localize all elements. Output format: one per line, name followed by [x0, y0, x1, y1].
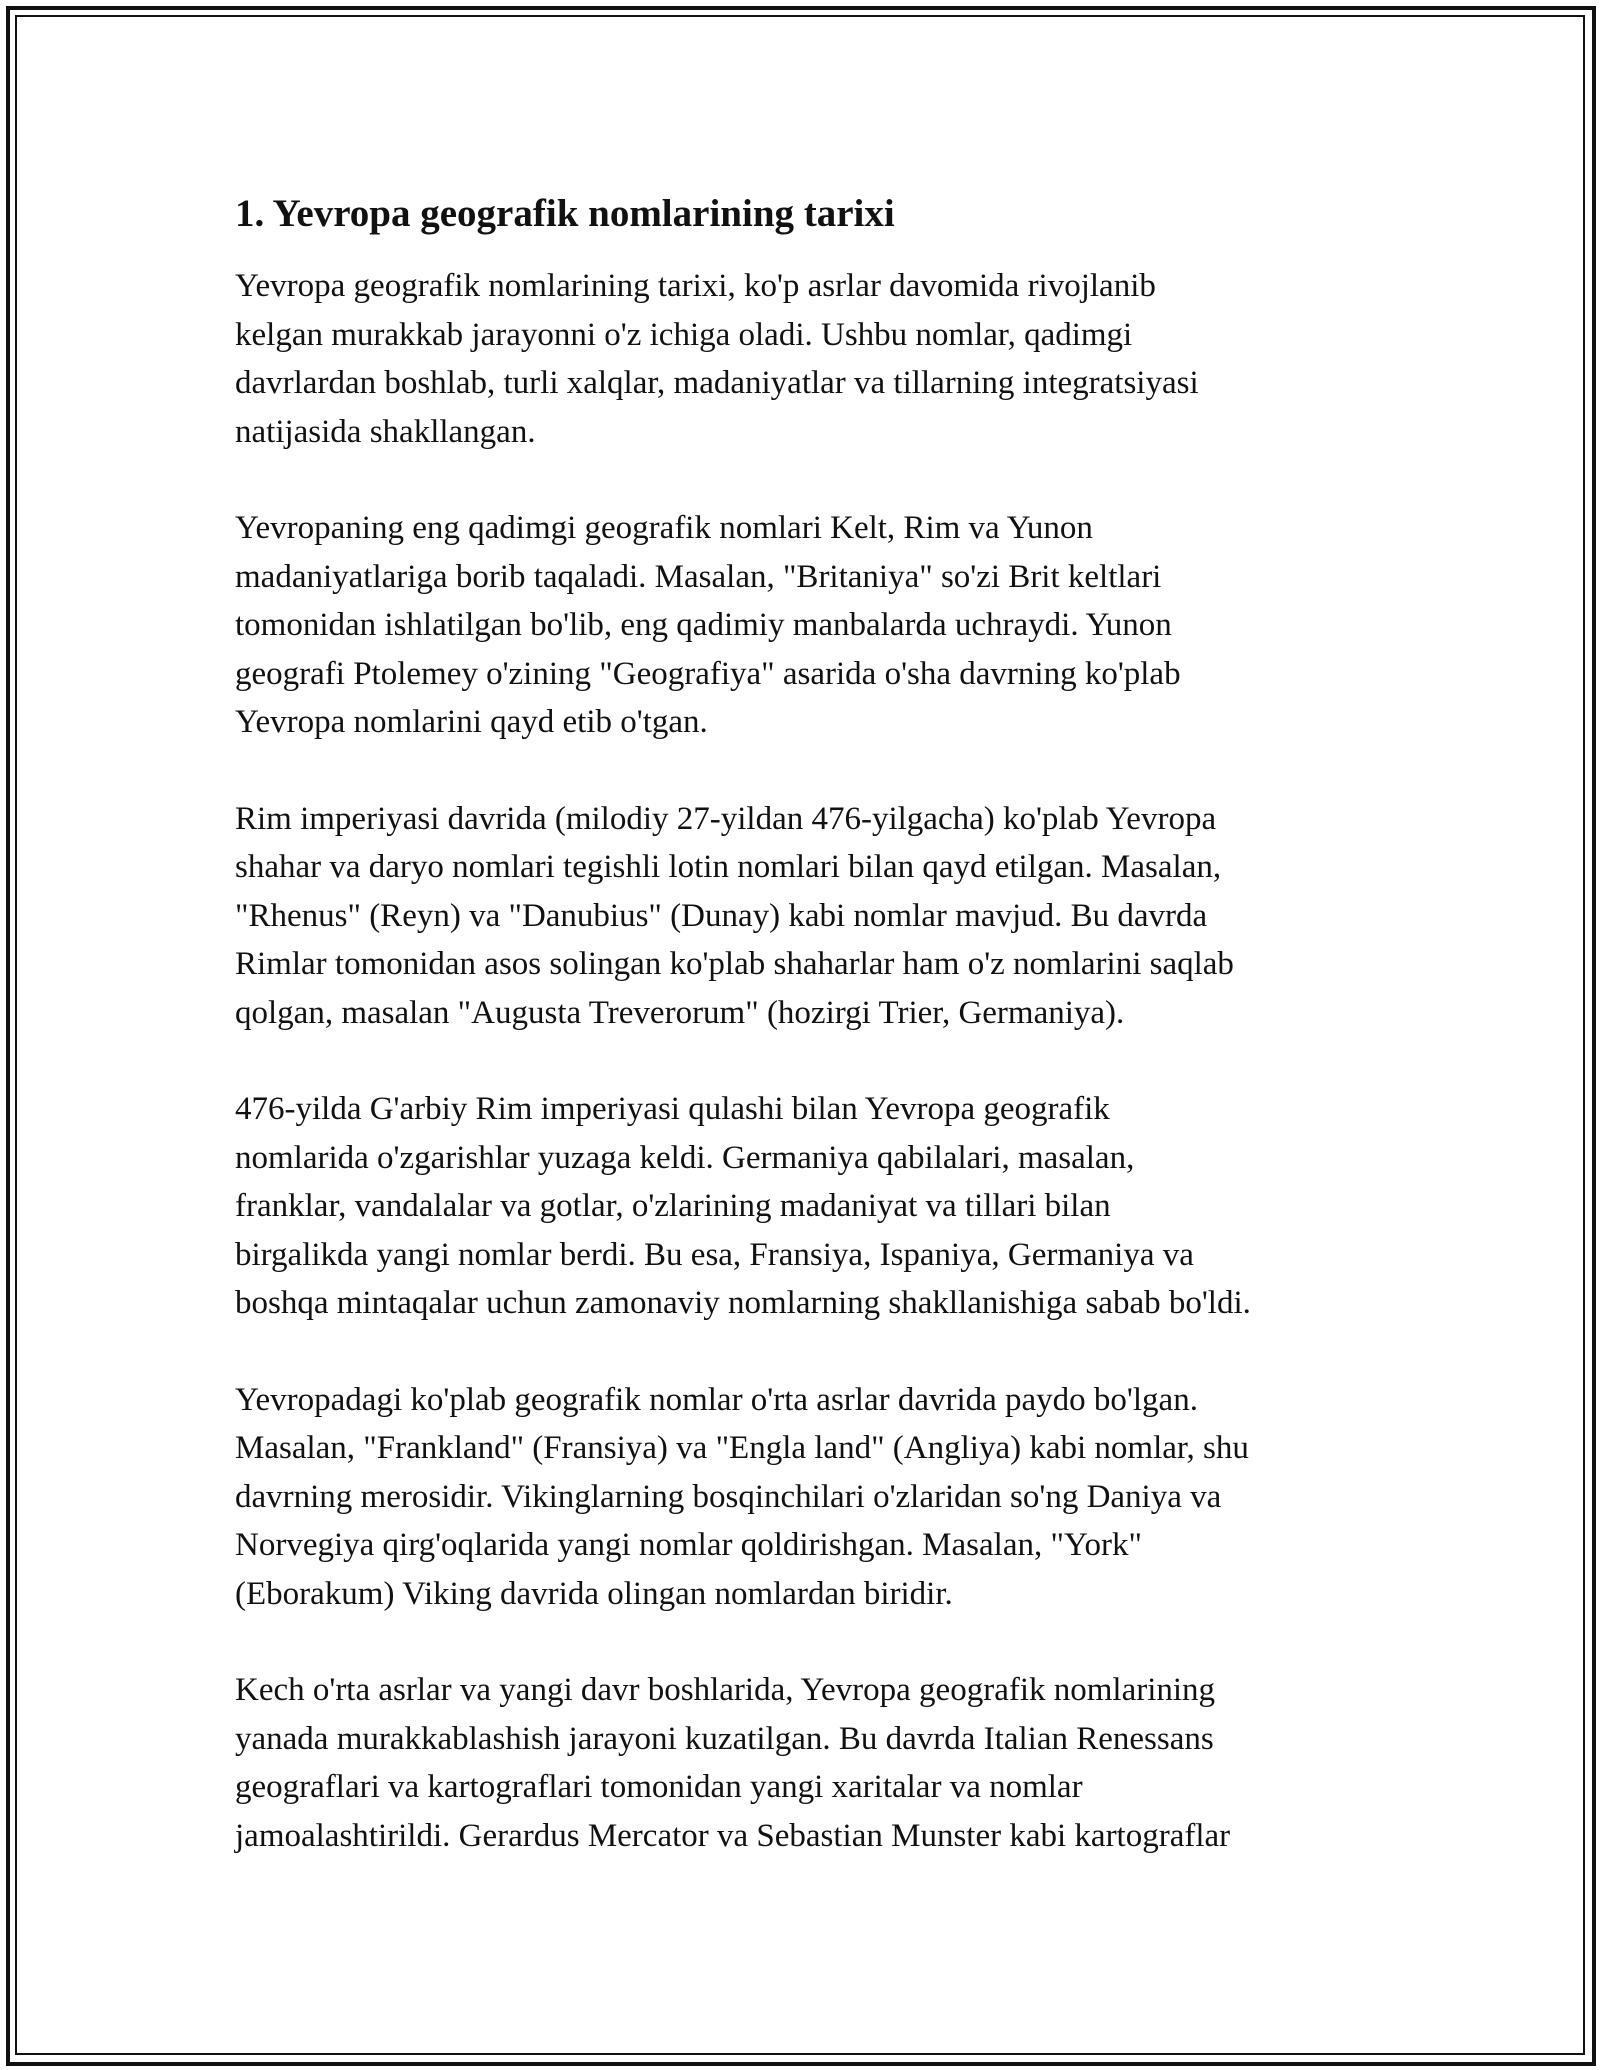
text-line: Kech o'rta asrlar va yangi davr boshlarida, Yevropa geografik nomlarining: [235, 1672, 1216, 1708]
paragraph-6: [235, 1666, 1380, 1860]
text-line: Rim imperiyasi davrida (milodiy 27-yildan 476-yilgacha) ko'plab Yevropa: [235, 800, 1217, 837]
text-line: natijasida shakllangan.: [235, 413, 536, 450]
paragraph-1: [235, 262, 1380, 456]
text-line: birgalikda yangi nomlar berdi. Bu esa, Fransiya, Ispaniya, Germaniya va: [235, 1236, 1194, 1273]
text-line: Masalan, "Frankland" (Fransiya) va "Engla land" (Angliya) kabi nomlar, shu: [235, 1430, 1249, 1466]
text-line: Rimlar tomonidan asos solingan ko'plab shaharlar ham o'z nomlarini saqlab: [235, 946, 1234, 982]
text-line: madaniyatlariga borib taqaladi. Masalan, "Britaniya" so'zi Brit keltlari: [235, 558, 1162, 595]
text-line: geograflari va kartograflari tomonidan yangi xaritalar va nomlar: [235, 1769, 1083, 1805]
text-line: franklar, vandalalar va gotlar, o'zlarining madaniyat va tillari bilan: [235, 1188, 1111, 1224]
document-body: [235, 186, 1380, 1908]
text-line: tomonidan ishlatilgan bo'lib, eng qadimiy manbalarda uchraydi. Yunon: [235, 607, 1172, 643]
text-line: davrning merosidir. Vikinglarning bosqinchilari o'zlaridan so'ng Daniya va: [235, 1478, 1222, 1515]
text-line: boshqa mintaqalar uchun zamonaviy nomlarning shakllanishiga sabab bo'ldi.: [235, 1285, 1251, 1321]
text-line: Yevropaning eng qadimgi geografik nomlari Kelt, Rim va Yunon: [235, 510, 1093, 546]
text-line: geografi Ptolemey o'zining "Geografiya" asarida o'sha davrning ko'plab: [235, 655, 1181, 692]
text-line: 476-yilda G'arbiy Rim imperiyasi qulashi bilan Yevropa geografik: [235, 1091, 1110, 1127]
paragraph-2: [235, 504, 1380, 747]
section-heading: 1. Yevropa geografik nomlarining tarixi: [235, 192, 895, 235]
text-line: (Eborakum) Viking davrida olingan nomlardan biridir.: [235, 1575, 953, 1612]
paragraph-3: [235, 795, 1380, 1038]
text-line: Norvegiya qirg'oqlarida yangi nomlar qoldirishgan. Masalan, "York": [235, 1527, 1142, 1563]
text-line: kelgan murakkab jarayonni o'z ichiga oladi. Ushbu nomlar, qadimgi: [235, 316, 1133, 353]
paragraph-4: [235, 1085, 1380, 1328]
text-line: Yevropa geografik nomlarining tarixi, ko'p asrlar davomida rivojlanib: [235, 268, 1156, 304]
paragraph-5: [235, 1376, 1380, 1619]
text-line: nomlarida o'zgarishlar yuzaga keldi. Germaniya qabilalari, masalan,: [235, 1139, 1135, 1176]
text-line: yanada murakkablashish jarayoni kuzatilgan. Bu davrda Italian Renessans: [235, 1720, 1214, 1757]
text-line: qolgan, masalan "Augusta Treverorum" (hozirgi Trier, Germaniya).: [235, 994, 1125, 1031]
text-line: Yevropadagi ko'plab geografik nomlar o'rta asrlar davrida paydo bo'lgan.: [235, 1381, 1198, 1418]
text-line: davrlardan boshlab, turli xalqlar, madaniyatlar va tillarning integratsiyasi: [235, 365, 1199, 401]
text-line: jamoalashtirildi. Gerardus Mercator va Sebastian Munster kabi kartograflar: [235, 1817, 1231, 1854]
text-line: "Rhenus" (Reyn) va "Danubius" (Dunay) kabi nomlar mavjud. Bu davrda: [235, 897, 1208, 934]
text-line: Yevropa nomlarini qayd etib o'tgan.: [235, 704, 708, 740]
text-line: shahar va daryo nomlari tegishli lotin nomlari bilan qayd etilgan. Masalan,: [235, 849, 1222, 885]
